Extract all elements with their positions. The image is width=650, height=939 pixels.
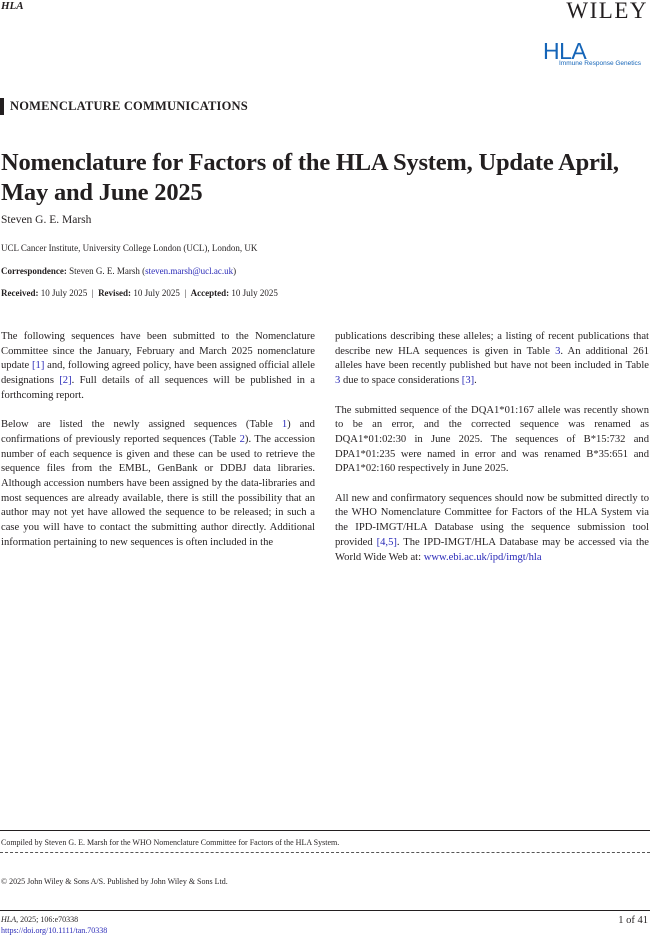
paragraph-1 <box>1 330 315 404</box>
database-url-link[interactable]: www.ebi.ac.uk/ipd/imgt/hla <box>423 551 542 563</box>
revised-date: 10 July 2025 <box>133 288 180 298</box>
section-marker-bar <box>0 98 4 115</box>
body-column-right <box>335 330 649 580</box>
received-date: 10 July 2025 <box>40 288 88 298</box>
journal-logo-subtitle: Immune Response Genetics <box>559 60 642 67</box>
compiled-note: Compiled by Steven G. E. Marsh for the WHO Nomenclature Committee for Factors of the HLA System. <box>1 838 340 847</box>
table-link[interactable]: 2 <box>239 433 245 445</box>
doi-link[interactable]: https://doi.org/10.1111/tan.70338 <box>1 925 108 935</box>
text: Below are listed the newly assigned sequences (Table <box>1 419 282 431</box>
article-dates <box>1 288 278 298</box>
paragraph-4 <box>335 492 649 566</box>
citation-link[interactable]: [3] <box>461 375 475 387</box>
text: publications describing these alleles; a listing of recent publications that describe new HLA sequences is given in Table <box>335 331 649 357</box>
correspondence-label: Correspondence: <box>1 266 67 276</box>
text: and, following agreed policy, have been assigned official allele designations <box>1 360 316 387</box>
citation <box>1 915 107 926</box>
article-title: Nomenclature for Factors of the HLA System, Update April, May and June 2025 <box>1 149 619 206</box>
table-link[interactable]: 1 <box>281 419 288 431</box>
copyright-notice: © 2025 John Wiley & Sons A/S. Published by John Wiley & Sons Ltd. <box>1 877 228 886</box>
text: . Full details of all sequences will be published in a forthcoming report. <box>1 375 315 401</box>
table-link[interactable]: 3 <box>555 345 561 357</box>
paragraph-3: The submitted sequence of the DQA1*01:167 allele was recently shown to be an error, and the corrected sequence was renamed as DQA1*01:02:30 in June 2025. The sequences of B*15:732 and DPA1*01:235 were named in error and was renamed B*35:651 and DPA1*02:160 respectively in June 2025. <box>335 404 649 475</box>
journal-logo <box>543 40 641 67</box>
correspondence-email-link[interactable]: steven.marsh@ucl.ac.uk <box>145 266 234 276</box>
text: due to space considerations <box>340 375 462 387</box>
text: ). The accession number of each sequence is given and these can be used to retrieve the sequence files from the EMBL, GenBank or DDBJ data libraries. Although accession numbers have been assigned by the data-libraries and most sequences are already available, there is still the possibility that an author may not yet have allowed the sequence to be released; in such a case you will have to contact the submitting author directly. Additional information pertaining to new sequences is often included in the <box>1 433 315 548</box>
footer-divider <box>0 910 650 911</box>
body-column-left <box>1 330 315 551</box>
text: The following sequences have been submitted to the Nomenclature Committee since the January, February and March 2025 nomenclature update <box>1 331 315 372</box>
citation-link[interactable]: [1] <box>32 360 45 372</box>
footnote-dotted-divider <box>0 852 650 853</box>
journal-logo-main: HLA <box>543 38 587 64</box>
citation-link[interactable]: [2] <box>59 375 72 387</box>
table-link[interactable]: 3 <box>335 375 341 387</box>
text: . The IPD-IMGT/HLA Database may be accessed via the World Wide Web at: <box>335 536 649 563</box>
date-separator: | <box>184 288 187 298</box>
author-affiliation: UCL Cancer Institute, University College London (UCL), London, UK <box>1 243 258 253</box>
text: . <box>474 375 477 387</box>
page-number: 1 of 41 <box>618 915 648 926</box>
text: ) and confirmations of previously reported sequences (Table <box>1 419 315 445</box>
accepted-date: 10 July 2025 <box>231 288 278 298</box>
accepted-label: Accepted: <box>190 288 230 298</box>
publisher-logo: WILEY <box>566 0 648 23</box>
text: All new and confirmatory sequences should now be submitted directly to the WHO Nomenclature Committee for Factors of the HLA System via the IPD-IMGT/HLA Database using the sequence submission tool provided <box>335 492 649 548</box>
article-author: Steven G. E. Marsh <box>1 214 92 226</box>
citation-block <box>1 915 107 936</box>
journal-running-head: HLA <box>1 0 24 12</box>
text: . An additional 261 alleles have been recently published but have not been included in Table <box>335 345 649 372</box>
section-label-text: NOMENCLATURE COMMUNICATIONS <box>10 99 248 113</box>
correspondence-name: Steven G. E. Marsh <box>69 266 140 276</box>
footnote-divider <box>0 830 650 831</box>
date-separator: | <box>91 288 94 298</box>
citation-details: , 2025; 106:e70338 <box>16 915 79 924</box>
received-label: Received: <box>1 288 39 298</box>
citation-journal: HLA <box>1 915 17 924</box>
paragraph-2-continued <box>335 330 649 389</box>
paragraph-2 <box>1 418 315 550</box>
section-label <box>0 98 248 115</box>
citation-link[interactable]: [4,5] <box>376 536 397 548</box>
correspondence: Correspondence: Steven G. E. Marsh (steven.marsh@ucl.ac.uk) <box>1 266 237 276</box>
revised-label: Revised: <box>98 288 132 298</box>
